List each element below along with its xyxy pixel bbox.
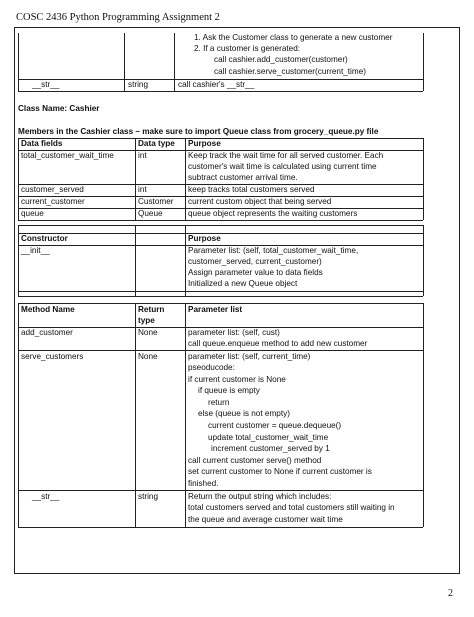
pseudocode-line: if queue is empty xyxy=(198,386,260,395)
column-header: Purpose xyxy=(188,234,221,243)
field-type: string xyxy=(128,80,149,89)
pseudocode-line: call current customer serve() method xyxy=(188,456,322,465)
pseudocode-line: else (queue is not empty) xyxy=(198,409,290,418)
method-return: None xyxy=(138,328,158,337)
column-header: Data type xyxy=(138,139,175,148)
method-name: add_customer xyxy=(21,328,73,337)
field-name: total_customer_wait_time xyxy=(21,151,114,160)
method-params: the queue and average customer wait time xyxy=(188,515,343,524)
method-params: Return the output string which includes: xyxy=(188,492,332,501)
pseudocode-line: current customer = queue.dequeue() xyxy=(208,421,342,430)
field-purpose: subtract customer arrival time. xyxy=(188,173,298,182)
field-type: int xyxy=(138,185,147,194)
column-header: Constructor xyxy=(21,234,68,243)
members-heading: Members in the Cashier class – make sure to import Queue class from grocery_queue.py file xyxy=(18,127,379,136)
constructor-name: __init__ xyxy=(21,246,50,255)
pseudocode-line: parameter list: (self, current_time) xyxy=(188,352,311,361)
pseudocode-line: increment customer_served by 1 xyxy=(211,444,330,453)
pseudocode-line: return xyxy=(208,398,230,407)
column-header: Return xyxy=(138,305,165,314)
step-line: call cashier.serve_customer(current_time) xyxy=(214,67,366,76)
pseudocode-line: pseoducode: xyxy=(188,363,235,372)
field-purpose: current custom object that being served xyxy=(188,197,332,206)
method-params: call queue.enqueue method to add new customer xyxy=(188,339,368,348)
class-name-heading: Class Name: Cashier xyxy=(18,104,100,113)
method-name: serve_customers xyxy=(21,352,84,361)
pseudocode-line: set current customer to None if current customer is xyxy=(188,467,372,476)
method-params: parameter list: (self, cust) xyxy=(188,328,280,337)
step-line: call cashier.add_customer(customer) xyxy=(214,55,348,64)
column-header: Purpose xyxy=(188,139,221,148)
page-header: COSC 2436 Python Programming Assignment 2 xyxy=(16,12,220,23)
constructor-purpose: customer_served, current_customer) xyxy=(188,257,322,266)
method-return: string xyxy=(138,492,159,501)
field-purpose: queue object represents the waiting customers xyxy=(188,209,358,218)
column-header: Parameter list xyxy=(188,305,243,314)
constructor-purpose: Parameter list: (self, total_customer_wait_time, xyxy=(188,246,359,255)
page-number: 2 xyxy=(448,588,453,599)
method-params: total customers served and total customers still waiting in xyxy=(188,503,395,512)
pseudocode-line: if current customer is None xyxy=(188,375,286,384)
field-name: queue xyxy=(21,209,44,218)
field-purpose: customer's wait time is calculated using current time xyxy=(188,162,377,171)
column-header: Data fields xyxy=(21,139,63,148)
field-type: Queue xyxy=(138,209,163,218)
method-return: None xyxy=(138,352,158,361)
pseudocode-line: update total_customer_wait_time xyxy=(208,433,329,442)
field-type: Customer xyxy=(138,197,174,206)
constructor-purpose: Initialized a new Queue object xyxy=(188,279,298,288)
pseudocode-line: finished. xyxy=(188,479,219,488)
field-purpose: Keep track the wait time for all served customer. Each xyxy=(188,151,384,160)
field-type: int xyxy=(138,151,147,160)
column-header: Method Name xyxy=(21,305,75,314)
constructor-purpose: Assign parameter value to data fields xyxy=(188,268,323,277)
field-name: current_customer xyxy=(21,197,85,206)
field-name: customer_served xyxy=(21,185,84,194)
step-line: 1. Ask the Customer class to generate a new customer xyxy=(194,33,393,42)
field-name: __str__ xyxy=(32,80,60,89)
column-header: type xyxy=(138,316,155,325)
field-purpose: keep tracks total customers served xyxy=(188,185,315,194)
method-name: __str__ xyxy=(32,492,60,501)
step-line: 2. If a customer is generated: xyxy=(194,44,301,53)
field-purpose: call cashier's __str__ xyxy=(178,80,255,89)
